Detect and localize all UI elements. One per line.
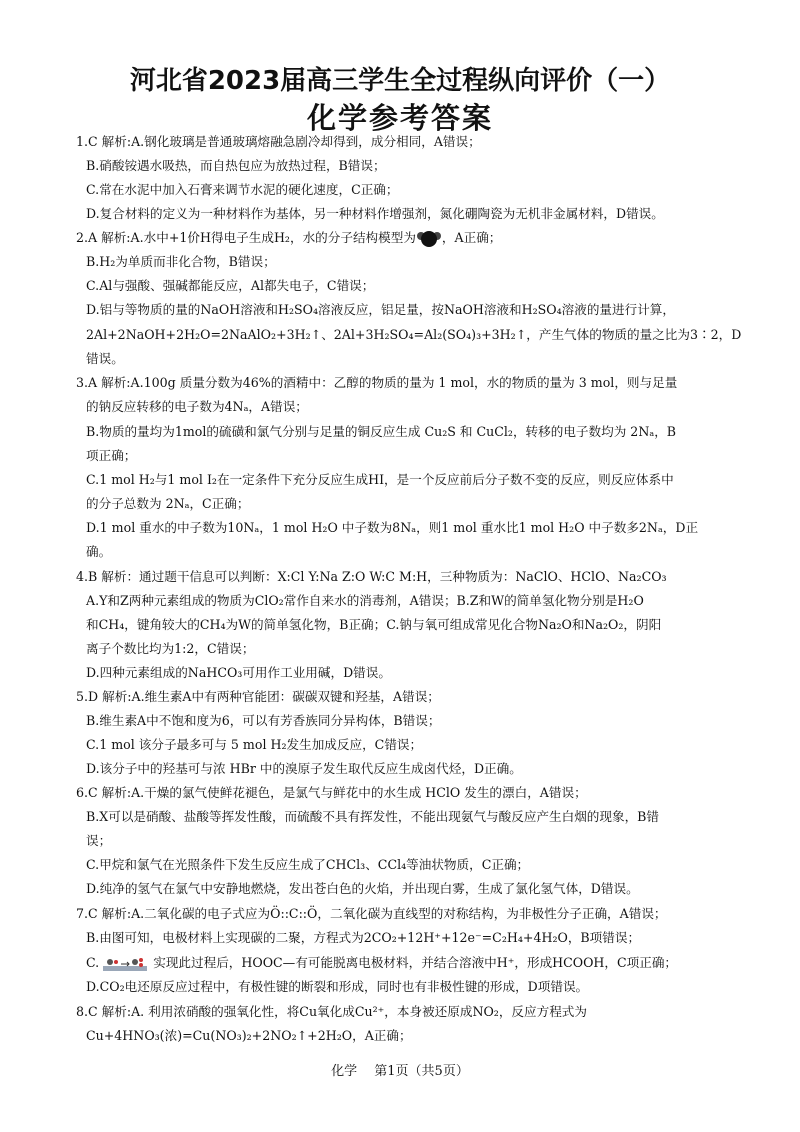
answer-2-line: B.H₂为单质而非化合物，B错误； xyxy=(86,254,276,269)
answer-1-line: B.硝酸铵遇水吸热，而自热包应为放热过程，B错误； xyxy=(86,158,386,173)
answer-3-line: C.1 mol H₂与1 mol I₂在一定条件下充分反应生成HI，是一个反应前后分子数不变的反应，则反应体系中 xyxy=(86,472,674,487)
answer-3-line: 确。 xyxy=(86,544,112,559)
answer-7-option-c: C. xyxy=(86,955,100,970)
answer-6-line: B.X可以是硝酸、盐酸等挥发性酸，而硫酸不具有挥发性，不能出现氨气与酸反应产生白烟的现象，B错 xyxy=(86,809,660,824)
answer-5-line: 5.D 解析:A.维生素A中有两种官能团：碳碳双键和羟基，A错误； xyxy=(76,689,440,704)
answer-4-line: 离子个数比均为1:2，C错误； xyxy=(86,641,255,656)
answer-3-line: 项正确； xyxy=(86,448,137,463)
answer-2-line: 错误。 xyxy=(86,351,124,366)
answer-2-text-end: ，A正确； xyxy=(441,230,502,245)
page-footer: 化学 第1页（共5页） xyxy=(331,1064,469,1079)
answer-3-line: 3.A 解析:A.100g 质量分数为46%的酒精中：乙醇的物质的量为 1 mol，水的物质的量为 3 mol，则与足量 xyxy=(76,375,678,390)
answer-6-line: 6.C 解析:A.干燥的氯气使鲜花褪色，是氯气与鲜花中的水生成 HClO 发生的漂白，A错误； xyxy=(76,785,587,800)
answer-8-line: Cu+4HNO₃(浓)=Cu(NO₃)₂+2NO₂↑+2H₂O，A正确； xyxy=(86,1028,412,1043)
answer-4-line: 4.B 解析：通过题干信息可以判断：X:Cl Y:Na Z:O W:C M:H，三种物质为：NaClO、HClO、Na₂CO₃ xyxy=(76,569,667,584)
answer-3-line: D.1 mol 重水的中子数为10Nₐ，1 mol H₂O 中子数为8Nₐ，则1 mol 重水比1 mol H₂O 中子数多2Nₐ，D正 xyxy=(86,520,699,535)
answer-2-line: 2Al+2NaOH+2H₂O=2NaAlO₂+3H₂↑、2Al+3H₂SO₄=Al₂(SO₄)₃+3H₂↑，产生气体的物质的量之比为3∶2，D xyxy=(86,327,742,342)
document-subtitle: 化学参考答案 xyxy=(306,101,493,135)
answer-4-line: D.四种元素组成的NaHCO₃可用作工业用碱，D错误。 xyxy=(86,665,391,680)
answer-2-line: C.Al与强酸、强碱都能反应，Al都失电子，C错误； xyxy=(86,278,375,293)
answer-5-line: B.维生素A中不饱和度为6，可以有芳香族同分异构体，B错误； xyxy=(86,713,441,728)
answer-2-line xyxy=(76,229,501,248)
answer-1-line: 1.C 解析:A.钢化玻璃是普通玻璃熔融急剧冷却得到，成分相同，A错误； xyxy=(76,134,481,149)
document-title: 河北省2023届高三学生全过程纵向评价（一） xyxy=(129,66,671,96)
answer-7-option-c-text: 实现此过程后，HOOC—有可能脱离电极材料，并结合溶液中H⁺，形成HCOOH，C项正确； xyxy=(153,955,678,970)
answer-7-line: 7.C 解析:A.二氧化碳的电子式应为Ö::C::Ö，二氧化碳为直线型的对称结构，为非极性分子正确，A错误； xyxy=(76,906,667,921)
answer-6-line: D.纯净的氢气在氯气中安静地燃烧，发出苍白色的火焰，并出现白雾，生成了氯化氢气体，D错误。 xyxy=(86,881,639,896)
answer-4-line: 和CH₄，键角较大的CH₄为W的简单氢化物，B正确；C.钠与氧可组成常见化合物Na₂O和Na₂O₂，阴阳 xyxy=(86,617,662,632)
answer-1-line: C.常在水泥中加入石膏来调节水泥的硬化速度，C正确； xyxy=(86,182,399,197)
answer-7-line: B.由图可知，电极材料上实现碳的二聚，方程式为2CO₂+12H⁺+12e⁻=C₂H₄+4H₂O，B项错误； xyxy=(86,930,641,945)
answer-8-line: 8.C 解析:A. 利用浓硝酸的强氧化性，将Cu氧化成Cu²⁺，本身被还原成NO₂，反应方程式为 xyxy=(76,1004,587,1019)
water-molecule-model-icon xyxy=(416,230,442,248)
answer-6-line: 误； xyxy=(86,833,112,848)
answer-6-line: C.甲烷和氯气在光照条件下发生反应生成了CHCl₃、CCl₄等油状物质，C正确； xyxy=(86,857,530,872)
answer-4-line: A.Y和Z两种元素组成的物质为ClO₂常作自来水的消毒剂，A错误；B.Z和W的简单氢化物分别是H₂O xyxy=(86,593,644,608)
answer-3-line: B.物质的量均为1mol的硫磺和氯气分别与足量的铜反应生成 Cu₂S 和 CuCl₂，转移的电子数均为 2Nₐ，B xyxy=(86,424,677,439)
answer-3-line: 的分子总数为 2Nₐ，C正确； xyxy=(86,496,250,511)
answer-7-line: D.CO₂电还原反应过程中，有极性键的断裂和形成，同时也有非极性键的形成，D项错误。 xyxy=(86,979,589,994)
answer-1-line: D.复合材料的定义为一种材料作为基体，另一种材料作增强剂，氮化硼陶瓷为无机非金属材料，D错误。 xyxy=(86,206,664,221)
answer-7-line xyxy=(86,954,677,972)
answer-2-line: D.铝与等物质的量的NaOH溶液和H₂SO₄溶液反应，铝足量，按NaOH溶液和H₂SO₄溶液的量进行计算， xyxy=(86,302,675,317)
answer-5-line: D.该分子中的羟基可与浓 HBr 中的溴原子发生取代反应生成卤代烃，D正确。 xyxy=(86,761,522,776)
answer-5-line: C.1 mol 该分子最多可与 5 mol H₂发生加成反应，C错误； xyxy=(86,737,423,752)
answer-3-line: 的钠反应转移的电子数为4Nₐ，A错误； xyxy=(86,399,308,414)
answer-2-text: 2.A 解析:A.水中+1价H得电子生成H₂，水的分子结构模型为 xyxy=(76,230,416,245)
reaction-scheme-icon xyxy=(103,956,147,972)
